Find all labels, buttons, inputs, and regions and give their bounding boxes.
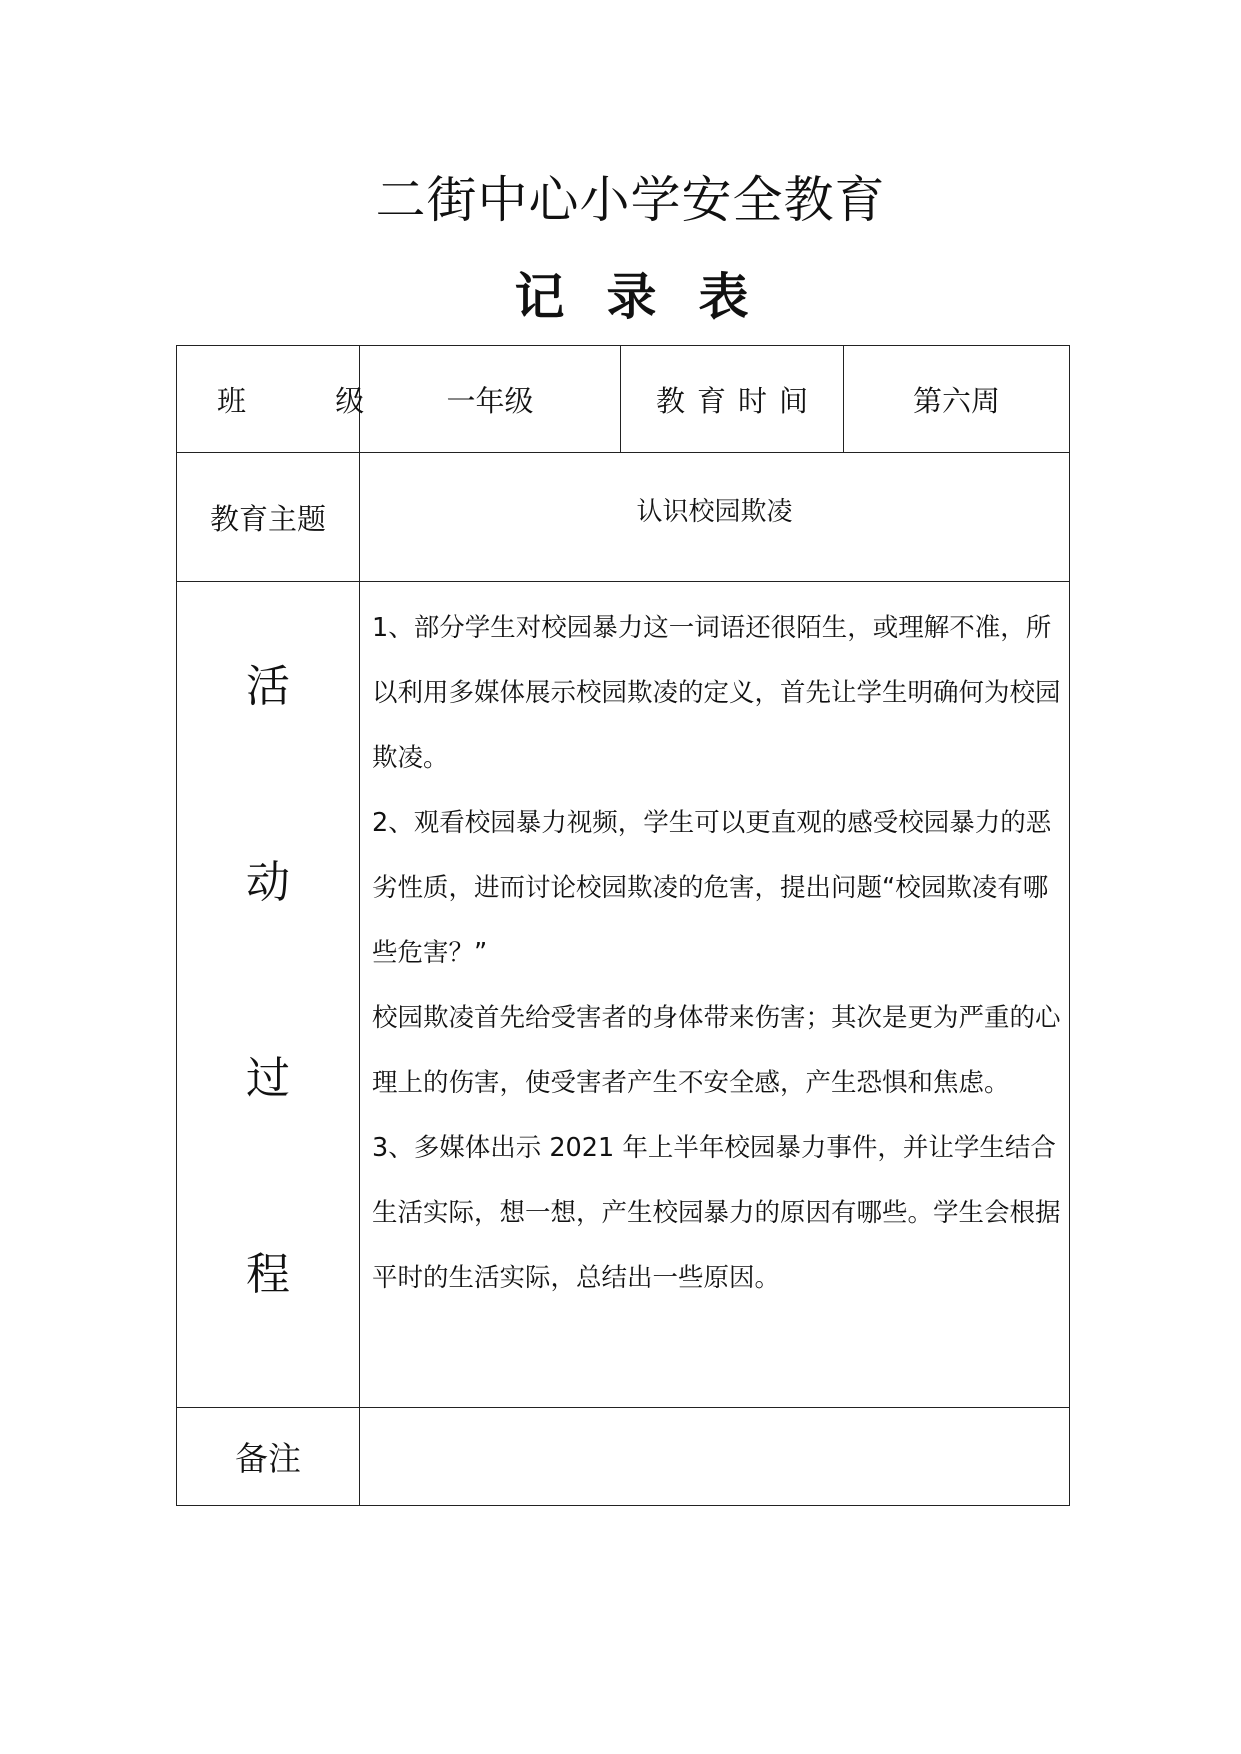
time-label: 教育时间 [655, 383, 820, 418]
document-title: 二街中心小学安全教育 [375, 171, 886, 229]
notes-value-cell [360, 1408, 1070, 1506]
topic-label: 教育主题 [209, 501, 326, 536]
topic-row [177, 453, 1070, 582]
activity-label-char: 过 [246, 1053, 290, 1104]
document-subtitle: 记录表 [514, 268, 791, 326]
time-value: 第六周 [912, 383, 1000, 418]
activity-content-cell [360, 582, 1070, 1408]
time-label-cell [621, 346, 844, 453]
activity-paragraph: 3、多媒体出示 2021 年上半年校园暴力事件，并让学生结合生活实际，想一想，产生校园暴力的原因有哪些。学生会根据平时的生活实际，总结出一些原因。 [372, 1133, 1061, 1293]
class-label: 班 级 [217, 383, 405, 418]
record-table [176, 345, 1070, 1506]
class-value: 一年级 [446, 383, 534, 418]
class-row [177, 346, 1070, 453]
notes-label-cell [177, 1408, 360, 1506]
activity-label-char: 程 [246, 1249, 290, 1300]
activity-paragraph: 校园欺凌首先给受害者的身体带来伤害；其次是更为严重的心理上的伤害，使受害者产生不安全感，产生恐惧和焦虑。 [372, 1003, 1061, 1098]
time-value-cell [844, 346, 1070, 453]
activity-label-cell [177, 582, 360, 1408]
activity-label-char: 活 [246, 661, 290, 712]
topic-label-cell [177, 453, 360, 582]
topic-value: 认识校园欺凌 [636, 497, 793, 527]
activity-label-char: 动 [246, 857, 290, 908]
topic-value-cell [360, 453, 1070, 582]
notes-row [177, 1408, 1070, 1506]
activity-row [177, 582, 1070, 1408]
activity-paragraph: 2、观看校园暴力视频，学生可以更直观的感受校园暴力的恶劣性质，进而讨论校园欺凌的危害，提出问题“校园欺凌有哪些危害？” [372, 808, 1052, 968]
activity-paragraph: 1、部分学生对校园暴力这一词语还很陌生，或理解不准，所以利用多媒体展示校园欺凌的定义，首先让学生明确何为校园欺凌。 [372, 613, 1061, 773]
class-label-cell [177, 346, 405, 453]
notes-label: 备注 [235, 1439, 301, 1478]
